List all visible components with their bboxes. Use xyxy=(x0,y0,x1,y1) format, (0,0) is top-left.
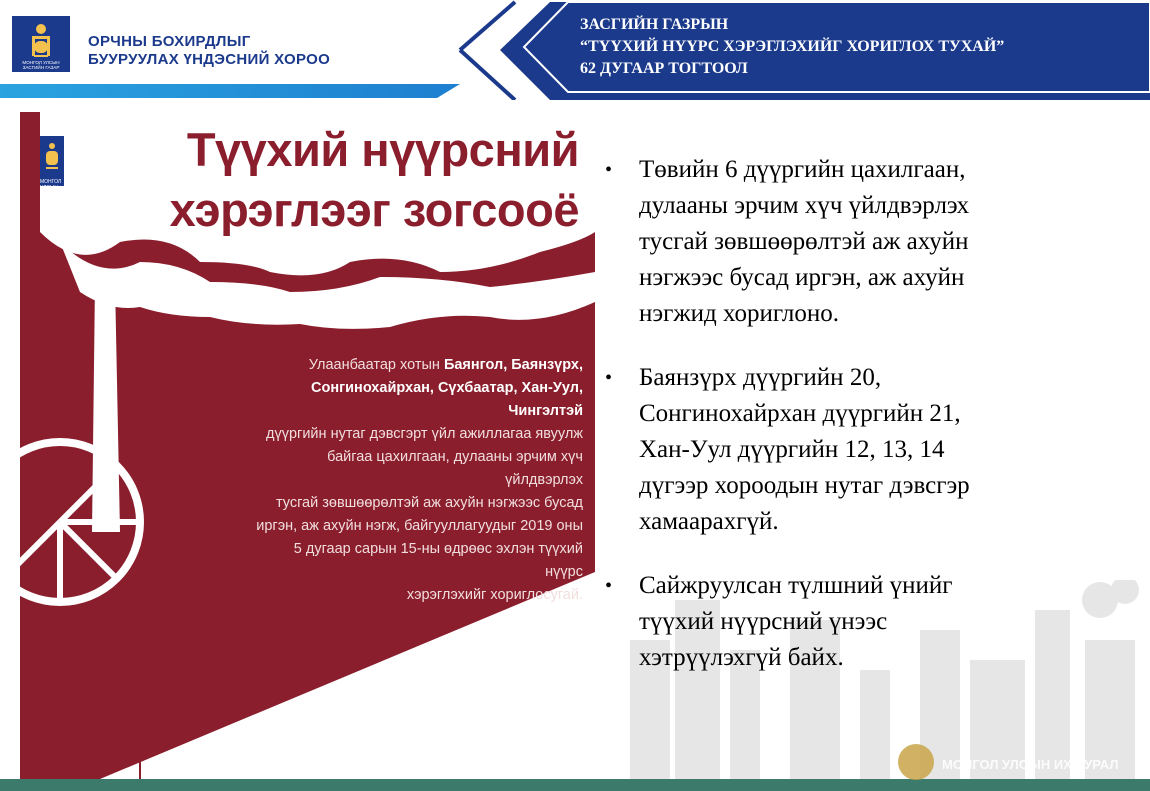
poster-body-bold2: Сонгинохайрхан, Сүхбаатар, Хан-Уул, Чингэлтэй xyxy=(311,380,583,419)
poster-org-line2: БУУРУУЛАХ ҮНДЭСНИЙ ХОРОО xyxy=(68,175,209,185)
bullet-line: хамаарахгүй. xyxy=(639,508,779,535)
poster-image xyxy=(20,112,595,779)
poster-body-line6: иргэн, аж ахуйн нэгж, байгууллагуудыг 2019 оны xyxy=(256,518,583,534)
bullet-line: Төвийн 6 дүүргийн цахилгаан, xyxy=(639,156,966,183)
poster-body-bold1: Баянгол, Баянзүрх, xyxy=(443,357,583,373)
bullet-dot-icon: • xyxy=(605,575,613,597)
poster-headline xyxy=(170,120,579,240)
bullet-line: түүхий нүүрсний үнээс xyxy=(639,608,888,635)
poster-body-line7: 5 дугаар сарын 15-ны өдрөөс эхлэн түүхий нүүрс xyxy=(293,541,583,580)
footer-bar xyxy=(0,779,1150,791)
header-title-line2: “ТҮҮХИЙ НҮҮРС ХЭРЭГЛЭХИЙГ ХОРИГЛОХ ТУХАЙ” xyxy=(580,38,1005,55)
logo-text-2: ЗАСГИЙН ГАЗАР xyxy=(22,65,60,70)
poster-body-line3: дүүргийн нутаг дэвсгэрт үйл ажиллагаа явуулж xyxy=(266,426,583,442)
bullet-line: Сонгинохайрхан дүүргийн 21, xyxy=(639,400,961,427)
bullet-dot-icon: • xyxy=(605,367,613,389)
poster-body-line8: хэрэглэхийг хориглосугай. xyxy=(406,587,583,603)
logo-text-1: МОНГОЛ УЛСЫН xyxy=(22,60,60,65)
government-logo-icon xyxy=(12,16,70,72)
poster-headline-line1: Түүхий нүүрсний xyxy=(186,123,579,176)
footer-label: МОНГОЛ УЛСЫН ИХ ХУРАЛ xyxy=(942,757,1119,772)
bullet-line: хэтрүүлэхгүй байх. xyxy=(639,644,844,671)
bullet-text xyxy=(639,360,970,540)
bullet-line: нэгжид хориглоно. xyxy=(639,300,839,327)
header-title-line1: ЗАСГИЙН ГАЗРЫН xyxy=(580,16,729,33)
header-title-banner xyxy=(420,0,1150,100)
org-name xyxy=(88,33,330,69)
header-title xyxy=(580,14,1004,80)
bullet-line: нэгжээс бусад иргэн, аж ахуйн xyxy=(639,264,965,291)
bullet-line: дүгээр хороодын нутаг дэвсгэр xyxy=(639,472,970,499)
bullet-line: Баянзүрх дүүргийн 20, xyxy=(639,364,882,391)
bullet-item xyxy=(605,152,1125,332)
poster-body-intro: Улаанбаатар хотын xyxy=(308,357,444,373)
bullet-list xyxy=(605,152,1125,704)
bullet-line: тусгай зөвшөөрөлтэй аж ахуйн xyxy=(639,228,969,255)
bullet-line: Сайжруулсан түлшний үнийг xyxy=(639,572,953,599)
bullet-line: Хан-Уул дүүргийн 12, 13, 14 xyxy=(639,436,945,463)
poster-org-line1: ОРЧНЫ БОХИРДЛЫГ xyxy=(68,164,163,174)
org-name-line2: БУУРУУЛАХ ҮНДЭСНИЙ ХОРОО xyxy=(88,51,331,68)
soyombo-emblem-icon xyxy=(898,744,934,780)
org-name-line1: ОРЧНЫ БОХИРДЛЫГ xyxy=(88,33,251,50)
header-accent-rule xyxy=(0,84,460,98)
poster-logo-text: МОНГОЛ УЛСЫН ЗАСГИЙН ГАЗАР xyxy=(40,179,64,203)
header-title-line3: 62 ДУГААР ТОГТООЛ xyxy=(580,60,748,77)
poster-headline-line2: хэрэглээг зогсооё xyxy=(169,183,579,236)
poster-body-line4: байгаа цахилгаан, дулааны эрчим хүч үйлдвэрлэх xyxy=(327,449,583,488)
bullet-item xyxy=(605,568,1125,676)
bullet-dot-icon: • xyxy=(605,159,613,181)
poster-body-text xyxy=(253,354,583,607)
bullet-text xyxy=(639,568,953,676)
bullet-text xyxy=(639,152,969,332)
slide-header xyxy=(0,0,1150,100)
bullet-line: дулааны эрчим хүч үйлдвэрлэх xyxy=(639,192,970,219)
bullet-item xyxy=(605,360,1125,540)
poster-body-line5: тусгай зөвшөөрөлтэй аж ахуйн нэгжээс бусад xyxy=(275,495,583,511)
